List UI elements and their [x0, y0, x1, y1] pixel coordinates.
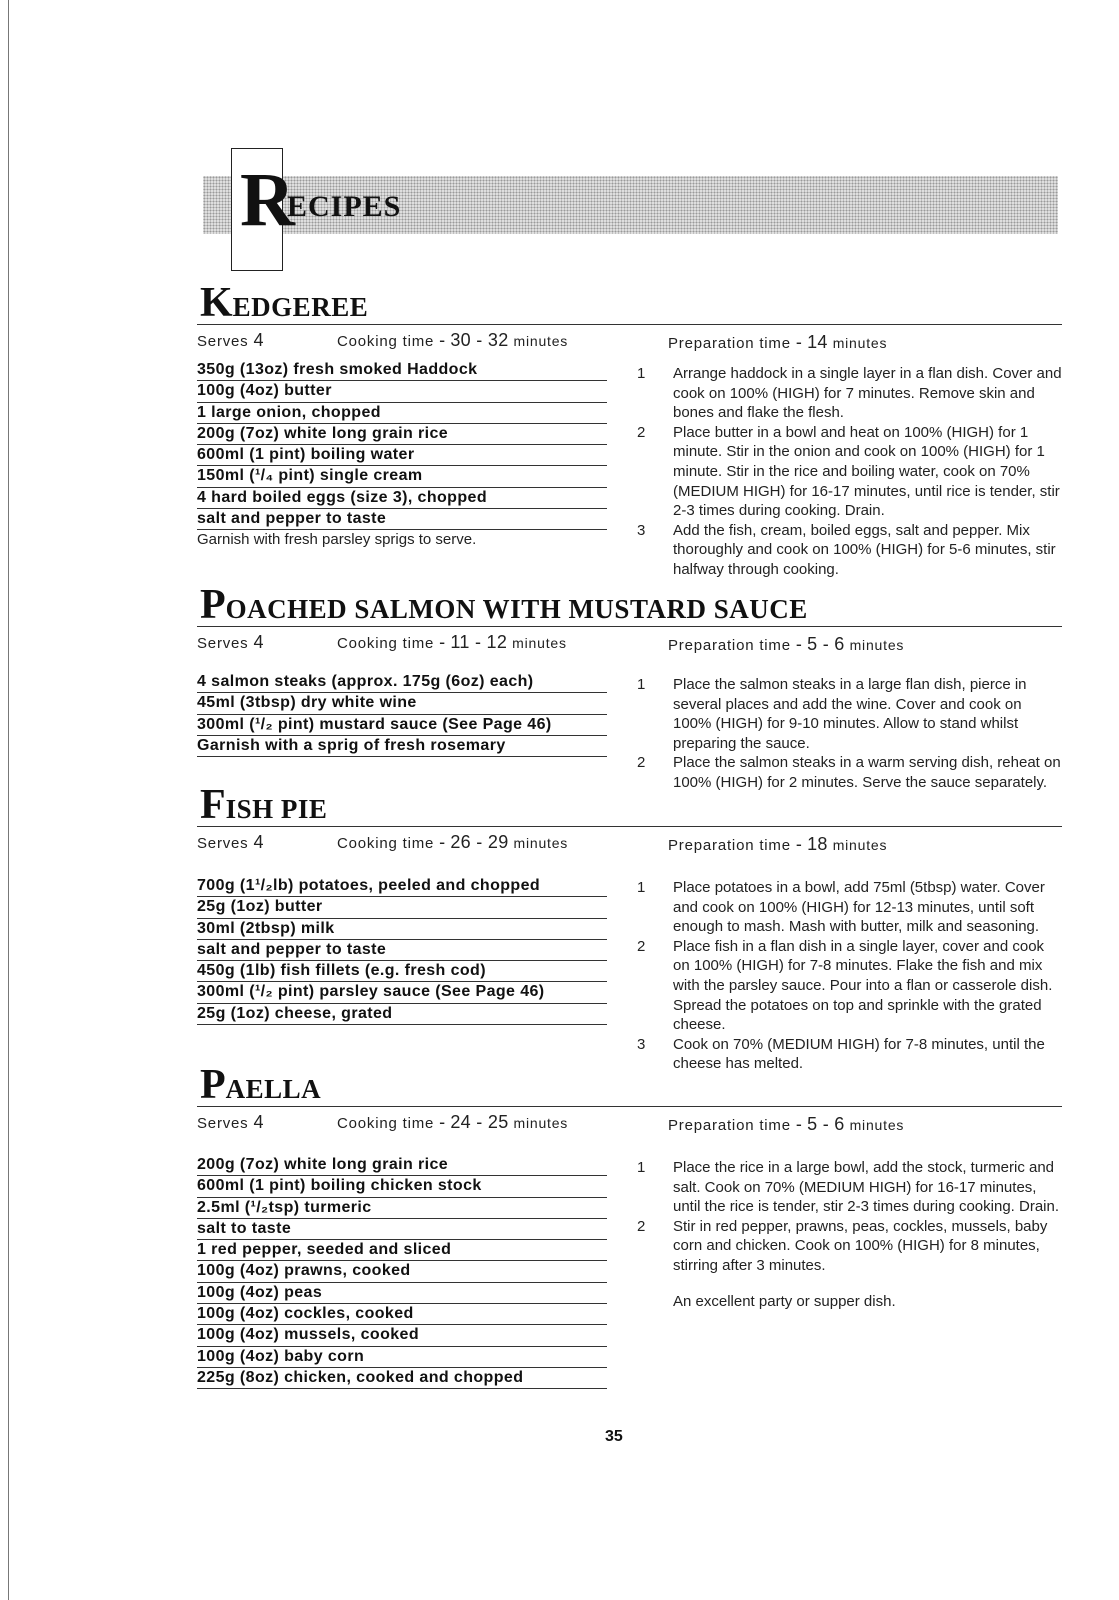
- step-text: Place the salmon steaks in a large flan dish, pierce in several places and add the wine. Cover and cook on 100% (HIGH) for 9-10 minutes. Allow to stand whilst preparing the sauce.: [673, 676, 1027, 752]
- step-number: 1: [637, 365, 646, 382]
- step-number: 2: [637, 423, 646, 441]
- ingredient: 25g (1oz) cheese, grated: [197, 1004, 607, 1025]
- section-rule: [197, 826, 1062, 827]
- ingredient: 100g (4oz) butter: [197, 381, 607, 402]
- ingredient-list: [197, 672, 607, 757]
- ingredient: 1 large onion, chopped: [197, 403, 607, 424]
- step-text: Place butter in a bowl and heat on 100% (HIGH) for 1 minute. Stir in the onion and cook on 100% (HIGH) for 1 minute. Stir in the rice and boiling water, cook on 70% (MEDIUM HIGH) for 16-17 minutes, until rice is tender, stir 2-3 times during cooking. Drain.: [673, 423, 1060, 520]
- ingredient: 2.5ml (¹/₂tsp) turmeric: [197, 1198, 607, 1219]
- step-text: Arrange haddock in a single layer in a flan dish. Cover and cook on 100% (HIGH) for 7 minutes. Remove skin and bones and flake the flesh.: [673, 365, 1062, 422]
- step-number: 2: [637, 937, 646, 955]
- step-text: Add the fish, cream, boiled eggs, salt and pepper. Mix thoroughly and cook on 100% (HIGH) for 5-6 minutes, stir halfway through cooking.: [673, 521, 1056, 578]
- ingredient: 1 red pepper, seeded and sliced: [197, 1240, 607, 1261]
- ingredient: 300ml (¹/₂ pint) parsley sauce (See Page 46): [197, 982, 607, 1003]
- method-step: [634, 364, 1064, 423]
- serves-info: Serves 4: [197, 832, 264, 852]
- method-step: [634, 1158, 1064, 1217]
- ingredient-list: [197, 876, 607, 1025]
- step-text: Place fish in a flan dish in a single layer, cover and cook on 100% (HIGH) for 7-8 minutes. Flake the fish and mix with the parsley sauce. Pour into a flan or casserole dish. Spread the potatoes on top and sprinkle with the grated cheese.: [673, 937, 1053, 1034]
- ingredient: 150ml (¹/₄ pint) single cream: [197, 466, 607, 487]
- method-step: [634, 937, 1064, 1035]
- step-text: Place the salmon steaks in a warm serving dish, reheat on 100% (HIGH) for 2 minutes. Serve the sauce separately.: [673, 754, 1061, 791]
- ingredient: 600ml (1 pint) boiling water: [197, 445, 607, 466]
- method-step: [634, 675, 1064, 753]
- recipe-title-paella: PAELLA: [200, 1062, 322, 1108]
- ingredient: 4 salmon steaks (approx. 175g (6oz) each): [197, 672, 607, 693]
- ingredient: 350g (13oz) fresh smoked Haddock: [197, 360, 607, 381]
- ingredient: 200g (7oz) white long grain rice: [197, 424, 607, 445]
- preparation-time: Preparation time - 14 minutes: [668, 332, 888, 352]
- ingredient: 100g (4oz) peas: [197, 1283, 607, 1304]
- step-number: 3: [637, 521, 646, 539]
- step-text: Place the rice in a large bowl, add the stock, turmeric and salt. Cook on 70% (MEDIUM HIGH) for 16-17 minutes, until the rice is tender, stir 2-3 times during cooking. Drain.: [673, 1159, 1060, 1216]
- method-step: [634, 878, 1064, 937]
- method-step: [634, 753, 1064, 792]
- method-step: [634, 521, 1064, 580]
- header-title: ECIPES: [287, 190, 402, 223]
- ingredient: 300ml (¹/₂ pint) mustard sauce (See Page 46): [197, 715, 607, 736]
- cooking-time: Cooking time - 24 - 25 minutes: [337, 1112, 569, 1132]
- ingredient: 200g (7oz) white long grain rice: [197, 1155, 607, 1176]
- ingredient: salt and pepper to taste: [197, 509, 607, 530]
- step-number: 1: [637, 879, 646, 896]
- cooking-time: Cooking time - 30 - 32 minutes: [337, 330, 569, 350]
- header-initial: R: [240, 158, 295, 242]
- ingredient: 700g (1¹/₂lb) potatoes, peeled and chopped: [197, 876, 607, 897]
- ingredient: 30ml (2tbsp) milk: [197, 919, 607, 940]
- serves-info: Serves 4: [197, 1112, 264, 1132]
- recipe-note: An excellent party or supper dish.: [673, 1292, 896, 1310]
- cooking-time: Cooking time - 26 - 29 minutes: [337, 832, 569, 852]
- serves-info: Serves 4: [197, 632, 264, 652]
- section-rule: [197, 626, 1062, 627]
- method-step: [634, 1217, 1064, 1276]
- method-step: [634, 423, 1064, 521]
- step-text: Place potatoes in a bowl, add 75ml (5tbsp) water. Cover and cook on 100% (HIGH) for 12-13 minutes, until soft enough to mash. Mash with butter, milk and seasoning.: [673, 879, 1045, 936]
- ingredient: 100g (4oz) prawns, cooked: [197, 1261, 607, 1282]
- ingredient: salt and pepper to taste: [197, 940, 607, 961]
- step-number: 3: [637, 1035, 646, 1053]
- recipe-title-poached-salmon: POACHED SALMON WITH MUSTARD SAUCE: [200, 582, 808, 628]
- ingredient: 4 hard boiled eggs (size 3), chopped: [197, 488, 607, 509]
- step-number: 2: [637, 1217, 646, 1235]
- method-steps: [634, 364, 1064, 580]
- cooking-time: Cooking time - 11 - 12 minutes: [337, 632, 567, 652]
- preparation-time: Preparation time - 5 - 6 minutes: [668, 1114, 905, 1134]
- section-rule: [197, 324, 1062, 325]
- recipe-title-fish-pie: FISH PIE: [200, 782, 328, 828]
- step-text: Stir in red pepper, prawns, peas, cockles, mussels, baby corn and chicken. Cook on 100% (HIGH) for 8 minutes, stirring after 3 minutes.: [673, 1217, 1048, 1274]
- method-step: [634, 1035, 1064, 1074]
- recipe-title-kedgeree: KEDGEREE: [200, 280, 369, 326]
- garnish-note: Garnish with fresh parsley sprigs to serve.: [197, 531, 477, 549]
- step-text: Cook on 70% (MEDIUM HIGH) for 7-8 minutes, until the cheese has melted.: [673, 1035, 1045, 1073]
- page-number: 35: [605, 1428, 623, 1445]
- method-steps: [634, 675, 1064, 793]
- ingredient: salt to taste: [197, 1219, 607, 1240]
- serves-info: Serves 4: [197, 330, 264, 350]
- ingredient: 100g (4oz) cockles, cooked: [197, 1304, 607, 1325]
- step-number: 1: [637, 1159, 646, 1176]
- preparation-time: Preparation time - 18 minutes: [668, 834, 888, 854]
- ingredient: Garnish with a sprig of fresh rosemary: [197, 736, 607, 757]
- ingredient: 450g (1lb) fish fillets (e.g. fresh cod): [197, 961, 607, 982]
- method-steps: [634, 878, 1064, 1074]
- step-number: 2: [637, 754, 646, 772]
- ingredient: 100g (4oz) baby corn: [197, 1347, 607, 1368]
- ingredient-list: [197, 1155, 607, 1389]
- preparation-time: Preparation time - 5 - 6 minutes: [668, 634, 905, 654]
- page-edge-line: [8, 0, 9, 1600]
- ingredient: 45ml (3tbsp) dry white wine: [197, 693, 607, 714]
- step-number: 1: [637, 676, 646, 693]
- ingredient: 225g (8oz) chicken, cooked and chopped: [197, 1368, 607, 1389]
- ingredient: 25g (1oz) butter: [197, 897, 607, 918]
- ingredient-list: [197, 360, 607, 550]
- section-rule: [197, 1106, 1062, 1107]
- ingredient: 600ml (1 pint) boiling chicken stock: [197, 1176, 607, 1197]
- ingredient: 100g (4oz) mussels, cooked: [197, 1325, 607, 1346]
- method-steps: [634, 1158, 1064, 1311]
